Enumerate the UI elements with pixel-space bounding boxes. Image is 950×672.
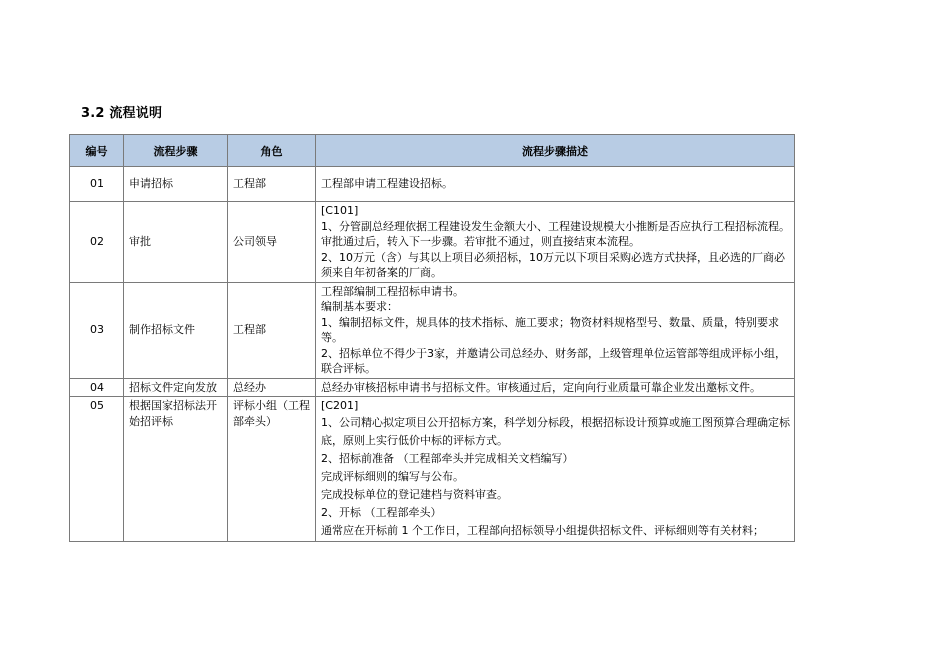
cell-desc (316, 378, 795, 397)
process-table (69, 134, 795, 542)
cell-num: 04 (70, 378, 124, 397)
cell-role: 工程部 (228, 282, 316, 378)
desc-line: 工程部编制工程招标申请书。 (321, 284, 464, 298)
header-num: 编号 (70, 135, 124, 167)
desc-line: 工程部申请工程建设招标。 (321, 177, 453, 191)
desc-line: 2、招标前准备 （工程部牵头并完成相关文档编写） (321, 451, 574, 465)
cell-desc (316, 397, 795, 542)
desc-line: 2、开标 （工程部牵头） (321, 505, 442, 519)
table-header-row (70, 135, 795, 167)
desc-line: [C101] (321, 204, 359, 217)
cell-step: 申请招标 (124, 167, 228, 202)
cell-role: 工程部 (228, 167, 316, 202)
cell-role: 总经办 (228, 378, 316, 397)
table-row (70, 167, 795, 202)
cell-num: 03 (70, 282, 124, 378)
cell-desc (316, 202, 795, 283)
cell-num: 05 (70, 397, 124, 542)
table-row (70, 378, 795, 397)
cell-role: 公司领导 (228, 202, 316, 283)
cell-desc (316, 282, 795, 378)
cell-step: 招标文件定向发放 (124, 378, 228, 397)
desc-line: 2、招标单位不得少于3家，并邀请公司总经办、财务部，上级管理单位运管部等组成评标小组，联合评标。 (321, 346, 786, 375)
table-row (70, 397, 795, 542)
desc-line: 1、编制招标文件，规具体的技术指标、施工要求；物资材料规格型号、数量、质量，特别要求等。 (321, 315, 779, 344)
table-row (70, 282, 795, 378)
desc-line: 1、公司精心拟定项目公开招标方案，科学划分标段，根据招标设计预算或施工图预算合理确定标底，原则上实行低价中标的评标方式。 (321, 415, 790, 447)
header-role: 角色 (228, 135, 316, 167)
section-title: 3.2 流程说明 (81, 106, 163, 121)
cell-step: 审批 (124, 202, 228, 283)
desc-line: 2、10万元（含）与其以上项目必须招标，10万元以下项目采购必选方式抉择，且必选的厂商必须来自年初备案的厂商。 (321, 250, 785, 279)
cell-step: 制作招标文件 (124, 282, 228, 378)
header-step: 流程步骤 (124, 135, 228, 167)
cell-num: 01 (70, 167, 124, 202)
desc-line: 1、分管副总经理依据工程建设发生金额大小、工程建设规模大小推断是否应执行工程招标流程。审批通过后，转入下一步骤。若审批不通过，则直接结束本流程。 (321, 219, 790, 248)
desc-line: 完成投标单位的登记建档与资料审查。 (321, 487, 508, 501)
cell-desc (316, 167, 795, 202)
desc-line: [C201] (321, 399, 359, 412)
header-desc: 流程步骤描述 (316, 135, 795, 167)
desc-line: 编制基本要求： (321, 300, 398, 313)
desc-line: 通常应在开标前 1 个工作日，工程部向招标领导小组提供招标文件、评标细则等有关材料； (321, 523, 764, 537)
desc-line: 完成评标细则的编写与公布。 (321, 469, 464, 483)
desc-line: 总经办审核招标申请书与招标文件。审核通过后，定向向行业质量可靠企业发出邀标文件。 (321, 380, 761, 394)
table-row (70, 202, 795, 283)
cell-step: 根据国家招标法开始招评标 (124, 397, 228, 542)
cell-role: 评标小组（工程部牵头） (228, 397, 316, 542)
cell-num: 02 (70, 202, 124, 283)
